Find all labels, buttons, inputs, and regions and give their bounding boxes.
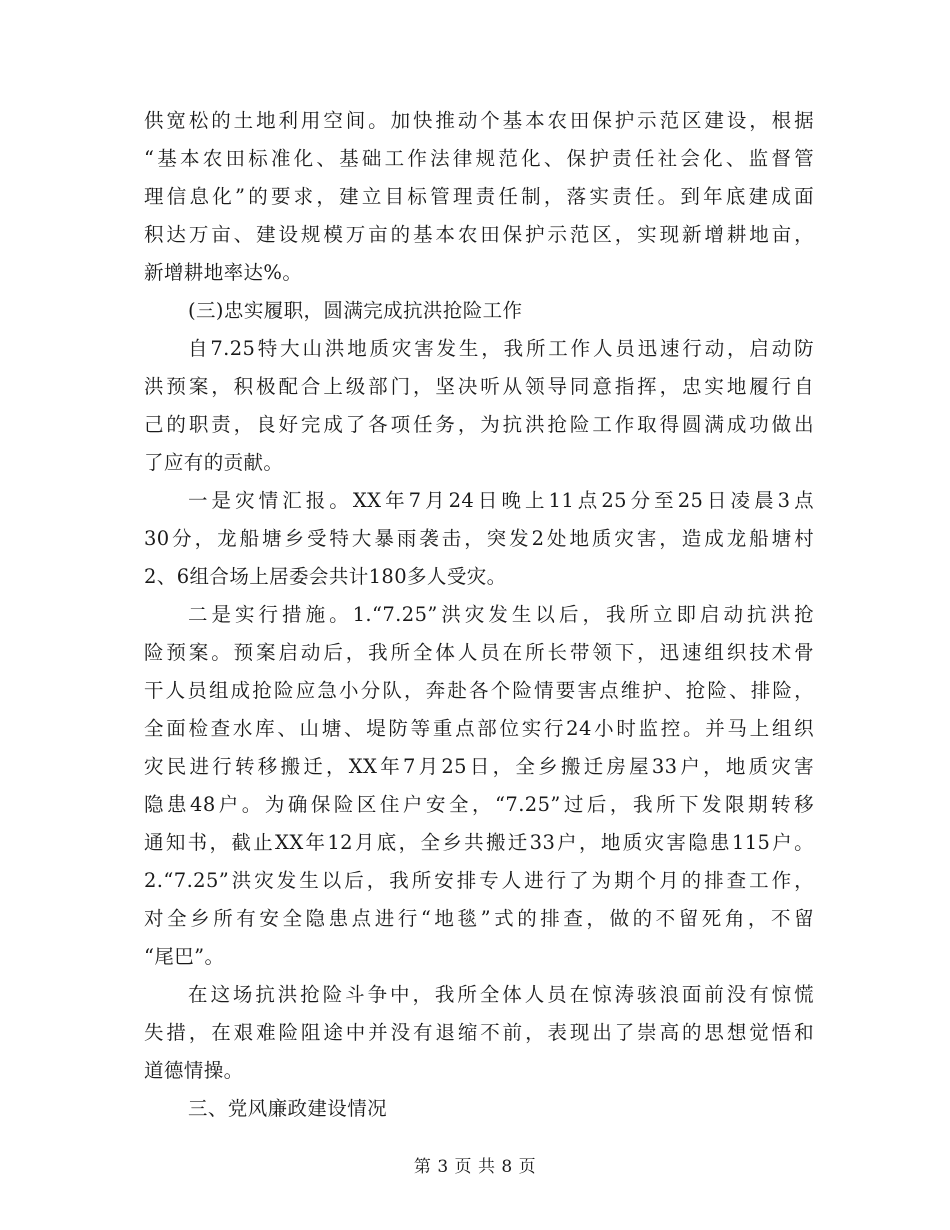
text-line: 二是实行措施。1.“7.25”洪灾发生以后，我所立即启动抗洪抢 [188,603,814,626]
page-number-footer: 第 3 页 共 8 页 [413,1157,537,1177]
text-line: 洪预案，积极配合上级部门，坚决听从领导同意指挥，忠实地履行自 [144,375,814,398]
text-line: 积达万亩、建设规模万亩的基本农田保护示范区，实现新增耕地亩， [144,223,814,246]
text-line: 险预案。预案启动后，我所全体人员在所长带领下，迅速组织技术骨 [144,641,814,664]
text-line: 新增耕地率达%。 [144,261,303,284]
text-line: “尾巴”。 [144,945,225,968]
text-line: 一是灾情汇报。XX年7月24日晚上11点25分至25日凌晨3点 [188,489,814,512]
document-body [144,102,814,1128]
text-line: 通知书，截止XX年12月底，全乡共搬迁33户，地质灾害隐患115户。 [144,831,814,854]
text-line: 自7.25特大山洪地质灾害发生，我所工作人员迅速行动，启动防 [188,337,814,360]
text-line: 三、党风廉政建设情况 [188,1097,388,1120]
text-line: 隐患48户。为确保险区住户安全，“7.25”过后，我所下发限期转移 [144,793,814,816]
text-line: 理信息化”的要求，建立目标管理责任制，落实责任。到年底建成面 [144,185,814,208]
text-line: 2、6组合场上居委会共计180多人受灾。 [144,565,507,588]
text-line: 对全乡所有安全隐患点进行“地毯”式的排查，做的不留死角，不留 [144,907,814,930]
text-line: (三)忠实履职，圆满完成抗洪抢险工作 [188,299,523,322]
text-line: 全面检查水库、山塘、堤防等重点部位实行24小时监控。并马上组织 [144,717,814,740]
text-line: 道德情操。 [144,1059,244,1082]
text-line: 干人员组成抢险应急小分队，奔赴各个险情要害点维护、抢险、排险， [144,679,814,702]
text-line: 失措，在艰难险阻途中并没有退缩不前，表现出了崇高的思想觉悟和 [144,1021,814,1044]
text-line: 了应有的贡献。 [144,451,284,474]
text-line: 灾民进行转移搬迁，XX年7月25日，全乡搬迁房屋33户，地质灾害 [144,755,814,778]
text-line: 己的职责，良好完成了各项任务，为抗洪抢险工作取得圆满成功做出 [144,413,814,436]
text-line: 供宽松的土地利用空间。加快推动个基本农田保护示范区建设，根据 [144,109,814,132]
text-line: 在这场抗洪抢险斗争中，我所全体人员在惊涛骇浪面前没有惊慌 [188,983,814,1006]
text-line: “基本农田标准化、基础工作法律规范化、保护责任社会化、监督管 [144,147,814,170]
text-line: 30分，龙船塘乡受特大暴雨袭击，突发2处地质灾害，造成龙船塘村 [144,527,814,550]
text-line: 2.“7.25”洪灾发生以后，我所安排专人进行了为期个月的排查工作， [144,869,814,892]
